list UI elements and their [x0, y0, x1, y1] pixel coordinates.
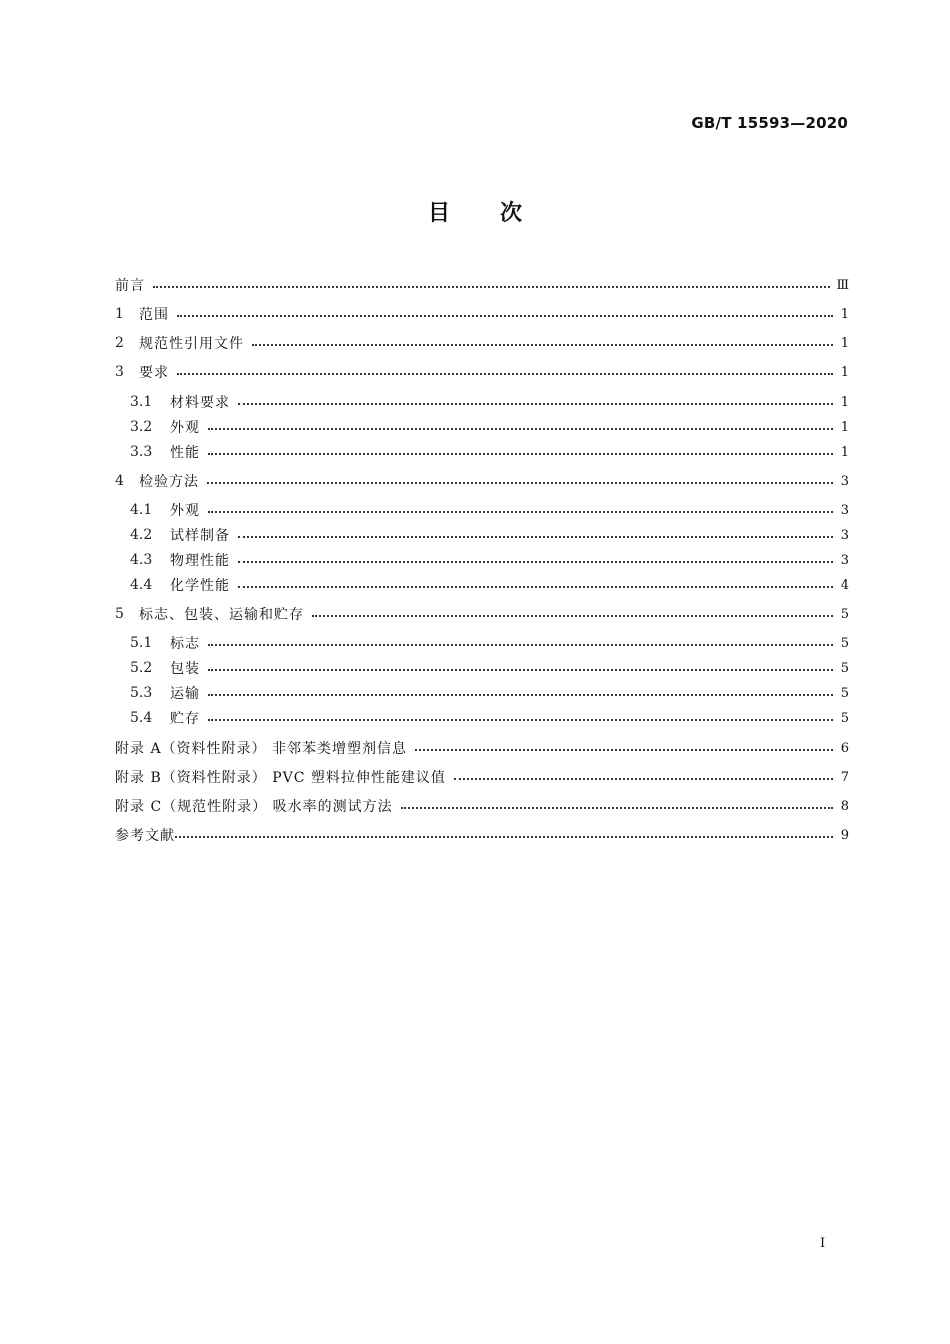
toc-entry-number: 3.1	[130, 394, 153, 410]
toc-entry-page: 1	[840, 335, 849, 351]
dot-leader	[454, 766, 833, 788]
dot-leader	[208, 682, 833, 704]
toc-title-part2: 次	[500, 201, 523, 226]
toc-entry-appendix-c[interactable]	[115, 795, 849, 817]
toc-entry[interactable]	[115, 332, 849, 354]
dot-leader	[401, 795, 833, 817]
toc-entry-page: 3	[840, 473, 849, 489]
toc-entry-label: 前言	[115, 278, 145, 294]
toc-subentry[interactable]	[115, 499, 849, 521]
toc-entry-label: 外观	[170, 420, 200, 436]
toc-entry-number: 3.2	[130, 419, 153, 435]
toc-entry-appendix-b[interactable]	[115, 766, 849, 788]
dot-leader	[252, 332, 833, 354]
toc-entry-label: 试样制备	[170, 528, 230, 544]
toc-entry-page: 3	[840, 552, 849, 568]
toc-entry-number: 5	[115, 606, 124, 622]
toc-entry-number: 4.2	[130, 527, 153, 543]
toc-subentry[interactable]	[115, 524, 849, 546]
dot-leader	[208, 499, 833, 521]
dot-leader	[238, 549, 833, 571]
dot-leader	[177, 303, 833, 325]
toc-entry-references[interactable]	[115, 824, 849, 846]
dot-leader	[208, 416, 833, 438]
toc-entry-label: 要求	[139, 365, 169, 381]
toc-subentry[interactable]	[115, 657, 849, 679]
toc-subentry[interactable]	[115, 707, 849, 729]
toc-entry-label: 附录 C（规范性附录） 吸水率的测试方法	[115, 799, 393, 815]
toc-entry-page: 1	[840, 444, 849, 460]
toc-entry-number: 5.1	[130, 635, 153, 651]
toc-subentry[interactable]	[115, 441, 849, 463]
toc-entry-page: 1	[840, 419, 849, 435]
dot-leader	[208, 657, 833, 679]
toc-entry-number: 5.3	[130, 685, 153, 701]
toc-entry-label: 外观	[170, 503, 200, 519]
toc-subentry[interactable]	[115, 632, 849, 654]
toc-entry[interactable]	[115, 603, 849, 625]
toc-entry-page: 1	[840, 306, 849, 322]
toc-entry-number: 2	[115, 335, 124, 351]
toc-entry-number: 3.3	[130, 444, 153, 460]
dot-leader	[415, 737, 833, 759]
dot-leader	[207, 470, 833, 492]
dot-leader	[208, 441, 833, 463]
toc-entry[interactable]	[115, 361, 849, 383]
toc-subentry[interactable]	[115, 574, 849, 596]
toc-entry-page: Ⅲ	[836, 277, 849, 293]
dot-leader	[208, 632, 833, 654]
toc-entry-page: 5	[840, 635, 849, 651]
dot-leader	[177, 361, 833, 383]
toc-entry-page: 6	[840, 740, 849, 756]
toc-subentry[interactable]	[115, 391, 849, 413]
toc-entry-page: 9	[840, 827, 849, 843]
dot-leader	[208, 707, 833, 729]
toc-entry-label: 材料要求	[170, 395, 230, 411]
dot-leader	[153, 274, 830, 296]
standard-code: GB/T 15593—2020	[691, 114, 848, 132]
page-number: I	[820, 1236, 826, 1251]
toc-entry-label: 标志、包装、运输和贮存	[139, 607, 304, 623]
toc-title-part1: 目	[427, 201, 450, 226]
toc-entry-label: 化学性能	[170, 578, 230, 594]
toc-entry-preface[interactable]	[115, 274, 849, 296]
toc-entry-number: 4	[115, 473, 124, 489]
dot-leader	[238, 574, 833, 596]
toc-entry-number: 4.3	[130, 552, 153, 568]
toc-subentry[interactable]	[115, 416, 849, 438]
toc-entry-page: 8	[840, 798, 849, 814]
toc-entry-number: 5.4	[130, 710, 153, 726]
toc-subentry[interactable]	[115, 549, 849, 571]
toc-entry-label: 附录 A（资料性附录） 非邻苯类增塑剂信息	[115, 741, 408, 757]
toc-entry-label: 标志	[170, 636, 200, 652]
toc-entry-page: 3	[840, 527, 849, 543]
toc-entry-label: 检验方法	[139, 474, 199, 490]
dot-leader	[238, 391, 833, 413]
dot-leader	[312, 603, 833, 625]
toc-entry-label: 附录 B（资料性附录） PVC 塑料拉伸性能建议值	[115, 770, 446, 786]
toc-entry-label: 运输	[170, 686, 200, 702]
toc-entry-number: 5.2	[130, 660, 153, 676]
toc-entry-page: 1	[840, 394, 849, 410]
toc-entry-page: 5	[840, 660, 849, 676]
toc-entry-label: 贮存	[170, 711, 200, 727]
toc-entry-label: 规范性引用文件	[139, 336, 244, 352]
toc-entry-page: 5	[840, 685, 849, 701]
toc-entry-page: 4	[840, 577, 849, 593]
toc-entry-label: 性能	[170, 445, 200, 461]
toc-entry-page: 5	[840, 710, 849, 726]
toc-entry-label: 范围	[139, 307, 169, 323]
toc-entry-page: 3	[840, 502, 849, 518]
toc-entry-number: 3	[115, 364, 124, 380]
dot-leader	[238, 524, 833, 546]
toc-entry-page: 1	[840, 364, 849, 380]
toc-entry-number: 4.4	[130, 577, 153, 593]
toc-entry-page: 7	[840, 769, 849, 785]
toc-entry-page: 5	[840, 606, 849, 622]
toc-entry-label: 包装	[170, 661, 200, 677]
toc-entry[interactable]	[115, 470, 849, 492]
toc-entry-label: 物理性能	[170, 553, 230, 569]
toc-title	[0, 196, 950, 227]
toc-subentry[interactable]	[115, 682, 849, 704]
toc-entry-appendix-a[interactable]	[115, 737, 849, 759]
toc-entry-label: 参考文献	[115, 828, 175, 844]
toc-entry-number: 1	[115, 306, 124, 322]
toc-entry-number: 4.1	[130, 502, 153, 518]
toc-entry[interactable]	[115, 303, 849, 325]
dot-leader	[175, 824, 833, 846]
